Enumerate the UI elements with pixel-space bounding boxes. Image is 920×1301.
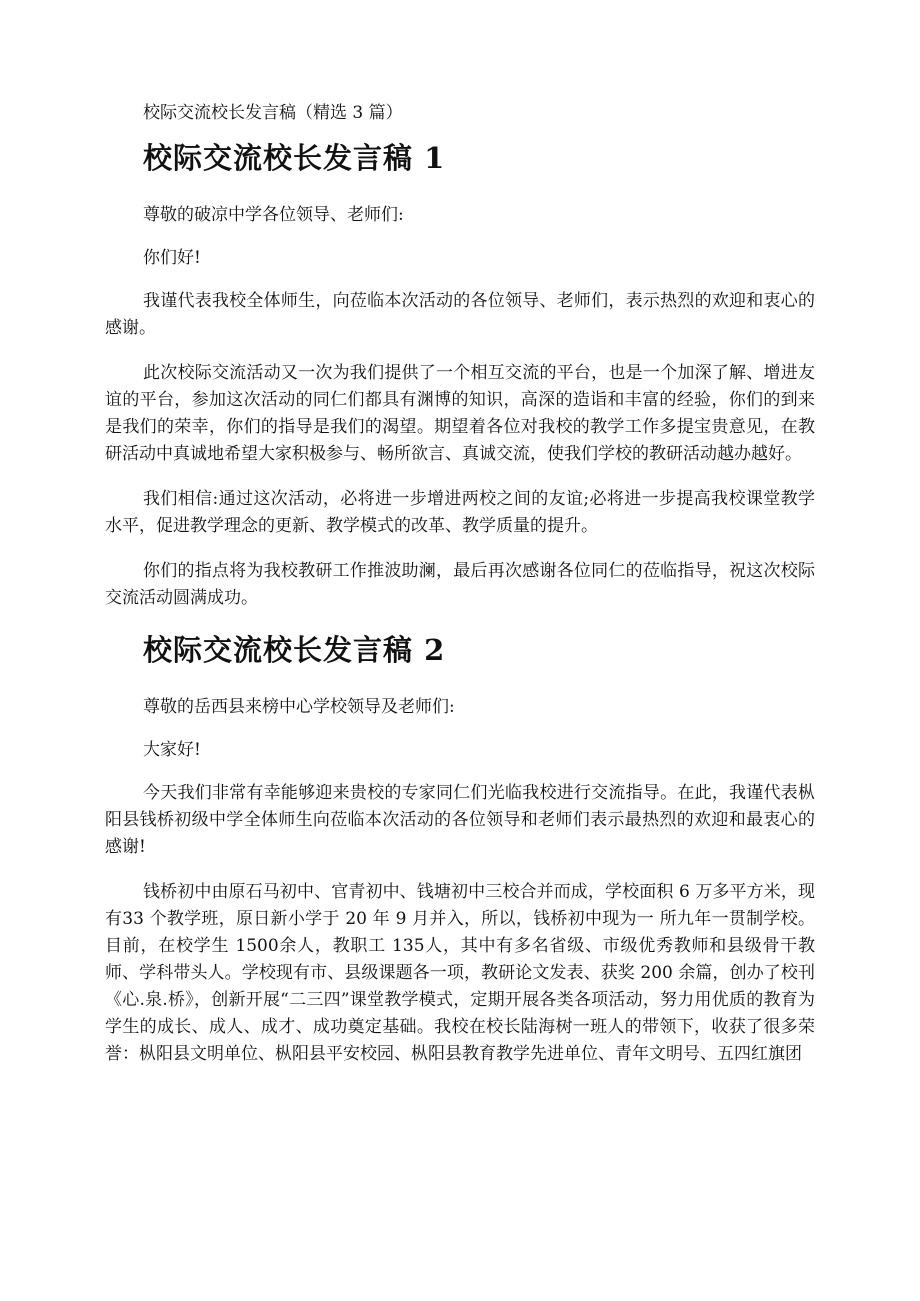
paragraph: 此次校际交流活动又一次为我们提供了一个相互交流的平台，也是一个加深了解、增进友谊的平台，参加这次活动的同仁们都具有渊博的知识，高深的造诣和丰富的经验，你们的到来是我们的荣幸，你们的指导是我们的渴望。期望着各位对我校的教学工作多提宝贵意见，在教研活动中真诚地希望大家积极参与、畅所欲言、真诚交流，使我们学校的教研活动越办越好。	[105, 363, 815, 464]
document-title: 校际交流校长发言稿（精选 3 篇）	[143, 103, 403, 123]
paragraph: 我谨代表我校全体师生，向莅临本次活动的各位领导、老师们，表示热烈的欢迎和衷心的感谢。	[105, 291, 815, 338]
section-1-heading: 校际交流校长发言稿 1	[143, 141, 446, 175]
document-body	[105, 100, 815, 1086]
section-1-salutation: 尊敬的破凉中学各位领导、老师们:	[143, 205, 404, 225]
paragraph: 我们相信:通过这次活动，必将进一步增进两校之间的友谊;必将进一步提高我校课堂教学水平，促进教学理念的更新、教学模式的改革、教学质量的提升。	[105, 489, 815, 536]
paragraph: 你们的指点将为我校教研工作推波助澜，最后再次感谢各位同仁的莅临指导，祝这次校际交流活动圆满成功。	[105, 561, 815, 608]
section-2-greeting: 大家好!	[143, 740, 201, 760]
section-2-heading: 校际交流校长发言稿 2	[143, 633, 446, 667]
paragraph: 今天我们非常有幸能够迎来贵校的专家同仁们光临我校进行交流指导。在此，我谨代表枞阳县钱桥初级中学全体师生向莅临本次活动的各位领导和老师们表示最热烈的欢迎和最衷心的感谢!	[105, 783, 815, 857]
section-2-salutation: 尊敬的岳西县来榜中心学校领导及老师们:	[143, 697, 455, 717]
section-1-greeting: 你们好!	[143, 248, 201, 268]
paragraph: 钱桥初中由原石马初中、官青初中、钱塘初中三校合并而成，学校面积 6 万多平方米，现有33 个教学班，原日新小学于 20 年 9 月并入，所以，钱桥初中现为一 所九年一贯制学校。目前，在校学生 1500余人，教职工 135人，其中有多名省级、市级优秀教师和县级骨干教师、学科带头人。学校现有市、县级课题各一项，教研论文发表、获奖 200 余篇，创办了校刊《心.泉.桥》，创新开展“二三四”课堂教学模式，定期开展各类各项活动，努力用优质的教育为学生的成长、成人、成才、成功奠定基础。我校在校长陆海树一班人的带领下，收获了很多荣誉：枞阳县文明单位、枞阳县平安校园、枞阳县教育教学先进单位、青年文明号、五四红旗团	[105, 882, 815, 1064]
